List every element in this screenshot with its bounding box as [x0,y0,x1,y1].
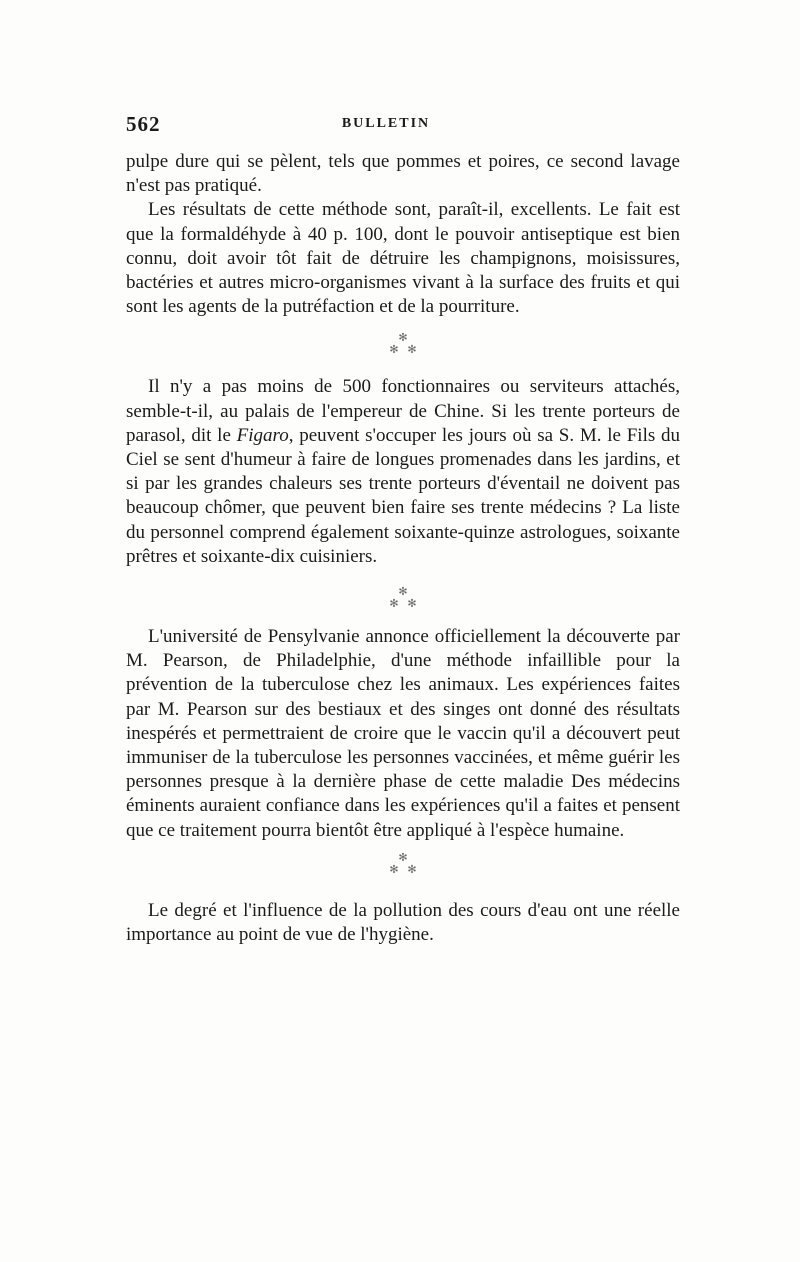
svg-text:✻: ✻ [389,343,399,357]
svg-text:✻: ✻ [407,862,417,876]
paragraph-5: Le degré et l'influence de la pollution des cours d'eau ont une réelle importance au point de vue de l'hygiène. [126,899,680,946]
page-header [126,112,686,138]
svg-text:✻: ✻ [389,597,399,611]
asterism-icon [126,843,680,899]
asterism-icon [126,319,680,375]
paragraph-2: Les résultats de cette méthode sont, paraît-il, excellents. Le fait est que la formaldéhyde à 40 p. 100, dont le pouvoir antiseptique est bien connu, doit avoir tôt fait de détruire les champignons, moisissures, bactéries et autres micro-organismes vivant à la surface des fruits et qui sont les agents de la putréfaction et de la pourriture. [126,199,680,318]
running-title: BULLETIN [341,116,431,131]
page-number: 562 [126,112,161,136]
paragraph-3-before: Il n'y a pas moins de 500 fonctionnaires ou serviteurs attachés, semble-t-il, au palais de l'empereur de Chine. Si les trente porteurs de parasol, dit le [126,376,680,446]
paragraph-3 [126,375,680,569]
svg-text:✻: ✻ [389,862,399,876]
svg-text:✻: ✻ [398,585,408,599]
paragraph-3-after: , peuvent s'occuper les jours où sa S. M. le Fils du Ciel se sent d'humeur à faire de longues promenades dans les jardins, et si par les grandes chaleurs ses trente porteurs d'éventail ne doivent pas beaucoup chômer, que peuvent bien faire ses trente médecins ? La liste du personnel comprend également soixante-quinze astrologues, soixante prêtres et soixante-dix cuisiniers. [126,424,680,567]
svg-text:✻: ✻ [398,850,408,864]
section-separator [126,843,680,899]
newspaper-title: Figaro [236,424,289,446]
svg-text:✻: ✻ [407,343,417,357]
paragraph-1: pulpe dure qui se pèlent, tels que pommes et poires, ce second lavage n'est pas pratiqué. [126,151,680,197]
svg-text:✻: ✻ [407,597,417,611]
paragraph-4: L'université de Pensylvanie annonce officiellement la découverte par M. Pearson, de Philadelphie, d'une méthode infaillible pour la prévention de la tuberculose chez les animaux. Les expériences faites par M. Pearson sur des bestiaux et des singes ont donné des résultats inespérés et permettraient de croire que le vaccin qu'il a découvert peut immuniser de la tuberculose les personnes vaccinées, et même guérir les personnes presque à la dernière phase de cette maladie Des médecins éminents auraient confiance dans les expériences qu'il a faites et pensent que ce traitement pourra bientôt être appliqué à l'espèce humaine. [126,626,680,841]
svg-text:✻: ✻ [398,331,408,345]
section-separator [126,569,680,625]
section-separator [126,319,680,375]
asterism-icon [126,569,680,625]
body-text [126,150,680,947]
